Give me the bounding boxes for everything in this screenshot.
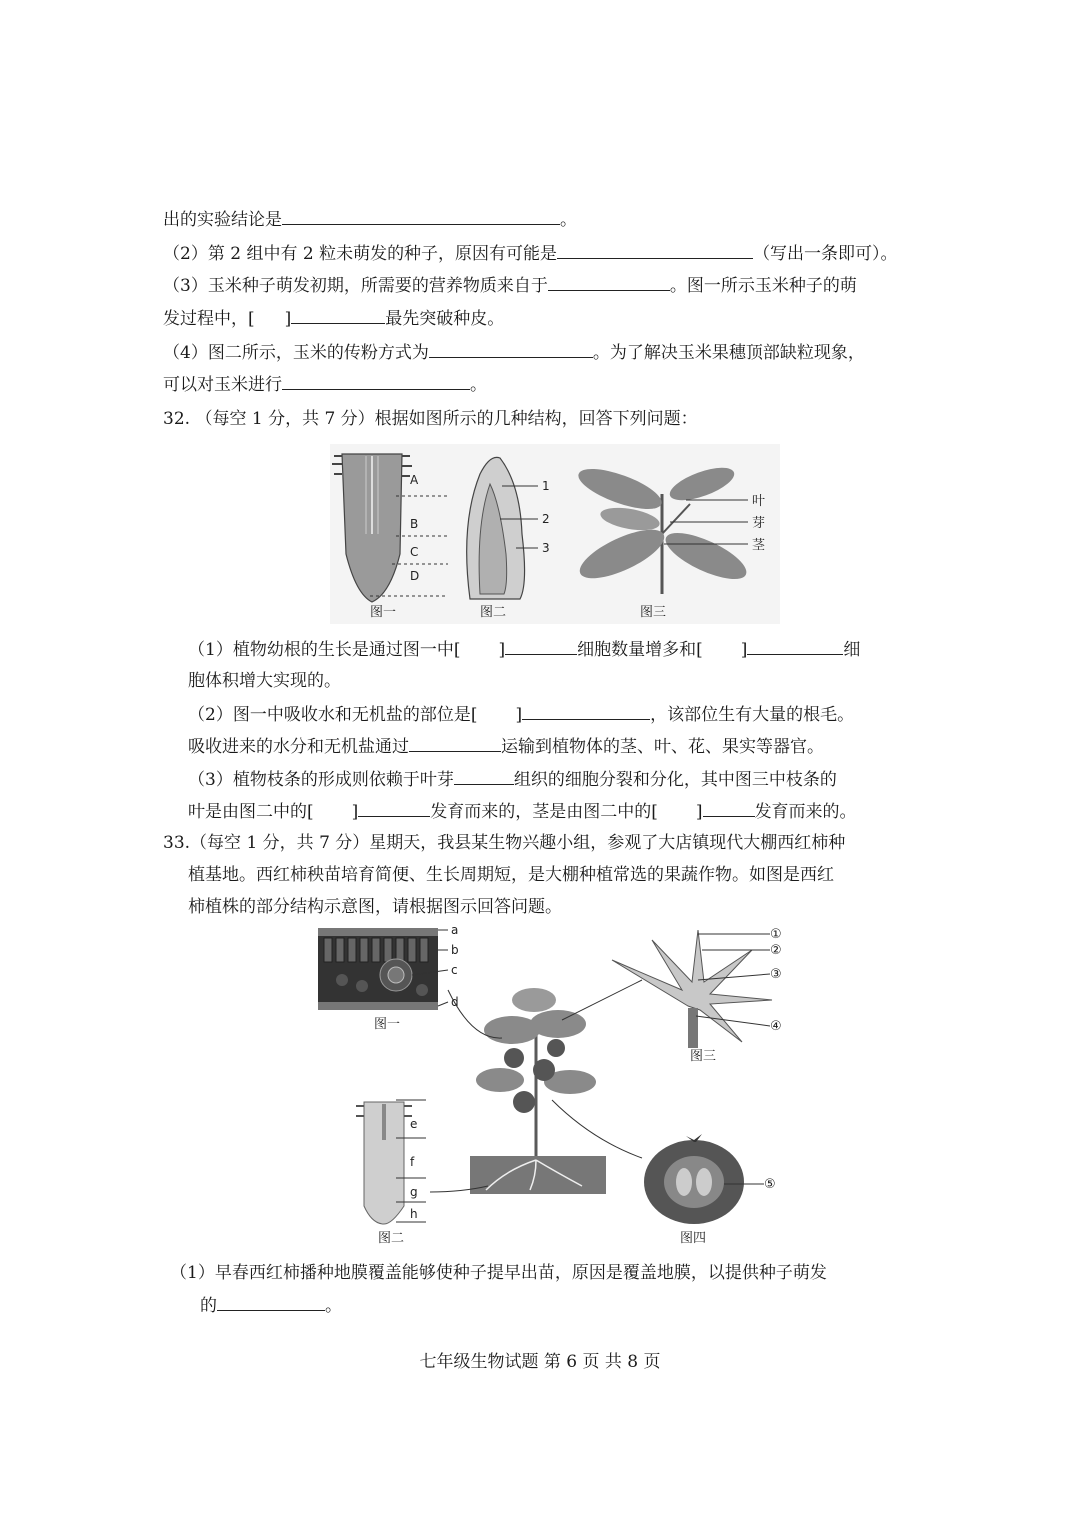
flower-label-3: ③ [770,967,782,982]
text-line [163,274,857,297]
text: ，该部位生有大量的根毛。 [650,705,855,725]
question-33-title: 33.（每空 1 分，共 7 分）星期天，我县某生物兴趣小组，参观了大店镇现代大棚西红柿种 [163,833,846,853]
text: （1）植物幼根的生长是通过图一中[ [188,640,461,660]
text: 出的实验结论是 [163,210,282,230]
text: 。 [470,375,487,395]
flower-illustration [612,930,772,1048]
text-line [163,341,865,364]
answer-blank[interactable] [522,703,650,720]
answer-blank[interactable] [358,800,430,817]
page-footer: 七年级生物试题 第 6 页 共 8 页 [419,1352,661,1372]
answer-blank[interactable] [282,373,470,390]
text-line [163,307,504,330]
root-label-b: B [410,517,419,531]
text-line [188,768,837,791]
leaf-label-b: b [451,943,459,957]
root-label-d: D [410,569,420,583]
answer-blank[interactable] [703,800,755,817]
root-label-h: h [410,1207,418,1221]
flower-label-4: ④ [770,1019,782,1034]
text-line [188,800,857,823]
caption-fig3: 图三 [690,1049,717,1064]
flower-label-1: ① [770,927,782,942]
caption-fig4: 图四 [680,1231,707,1246]
text: 吸收进来的水分和无机盐通过 [188,737,409,757]
text: （2）第 2 组中有 2 粒未萌发的种子，原因有可能是 [163,244,558,264]
answer-blank[interactable] [505,638,577,655]
question-32-title: 32. （每空 1 分，共 7 分）根据如图所示的几种结构，回答下列问题： [163,409,698,429]
text-line: 胞体积增大实现的。 [188,671,341,691]
caption-fig3: 图三 [640,605,667,620]
text: ] [284,309,292,329]
root-label-c: C [410,545,419,559]
text-line [188,735,824,758]
text: 。图一所示玉米种子的萌 [669,276,857,296]
answer-blank[interactable] [409,735,501,752]
answer-blank[interactable] [429,341,593,358]
answer-blank[interactable] [454,768,514,785]
root-label-a: A [410,473,419,487]
text-line: （1）早春西红柿播种地膜覆盖能够使种子提早出苗，原因是覆盖地膜，以提供种子萌发 [170,1263,827,1283]
leaf-label-a: a [451,923,459,937]
tomato-fruit-illustration [644,1134,764,1224]
figure-32 [330,444,780,624]
text: ] [351,802,359,822]
root-label-e: e [410,1117,418,1131]
caption-fig1: 图一 [370,605,397,620]
answer-blank[interactable] [282,208,560,225]
bud-label-1: 1 [542,479,550,493]
text-line [188,638,860,661]
branch-label-stem: 茎 [752,538,766,553]
text: 发育而来的，茎是由图二中的[ [430,802,658,822]
text: 。为了解决玉米果穗顶部缺粒现象， [592,343,865,363]
text: ] [515,705,523,725]
answer-blank[interactable] [747,638,843,655]
root-label-f: f [410,1155,415,1169]
text: 。 [325,1296,342,1316]
leaf-section-illustration [318,928,448,1010]
answer-blank[interactable] [291,307,385,324]
text-line [163,242,898,265]
text-line: 柿植株的部分结构示意图，请根据图示回答问题。 [188,897,562,917]
root-label-g: g [410,1185,418,1199]
tomato-plant-illustration [430,980,642,1194]
bud-label-3: 3 [542,541,550,555]
text-line [163,373,487,396]
answer-blank[interactable] [557,242,753,259]
text: ] [695,802,703,822]
answer-blank[interactable] [217,1294,325,1311]
text: （写出一条即可）。 [753,244,898,264]
text: （3）玉米种子萌发初期，所需要的营养物质来自于 [163,276,548,296]
text: 的 [200,1296,217,1316]
text: 发育而来的。 [754,802,857,822]
text: （2）图一中吸收水和无机盐的部位是[ [188,705,478,725]
text-line [188,703,854,726]
figure-33 [312,920,782,1250]
text: 细胞数量增多和[ [577,640,703,660]
text-line [163,208,577,231]
text: 最先突破种皮。 [385,309,505,329]
text: ] [498,640,506,660]
text: 。 [560,210,577,230]
text: 发过程中，[ [163,309,255,329]
branch-label-leaf: 叶 [752,494,766,509]
caption-fig2: 图二 [378,1231,405,1246]
branch-label-bud: 芽 [752,516,766,531]
text: ] [740,640,748,660]
bud-label-2: 2 [542,512,550,526]
text: 细 [843,640,861,660]
caption-fig2: 图二 [480,605,507,620]
fruit-label-5: ⑤ [764,1177,776,1192]
text: （3）植物枝条的形成则依赖于叶芽 [188,770,454,790]
text: 组织的细胞分裂和分化，其中图三中枝条的 [513,770,837,790]
answer-blank[interactable] [548,274,670,291]
text: 叶是由图二中的[ [188,802,314,822]
text: （4）图二所示，玉米的传粉方式为 [163,343,429,363]
text-line: 植基地。西红柿秧苗培育简便、生长周期短，是大棚种植常选的果蔬作物。如图是西红 [188,865,834,885]
text: 可以对玉米进行 [163,375,282,395]
caption-fig1: 图一 [374,1017,401,1032]
leaf-label-c: c [451,963,458,977]
text-line [200,1294,342,1317]
leaf-label-d: d [451,995,459,1009]
text: 运输到植物体的茎、叶、花、果实等器官。 [501,737,824,757]
flower-label-2: ② [770,943,782,958]
